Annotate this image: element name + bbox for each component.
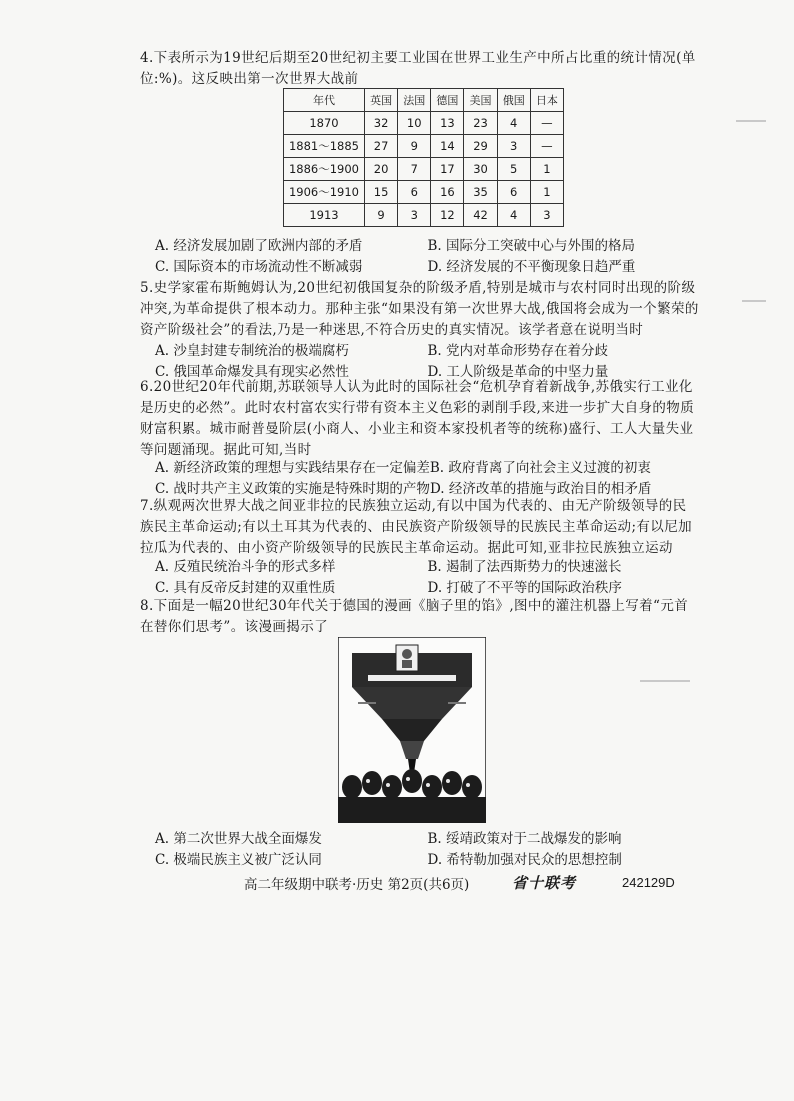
q8-option-a[interactable]: A. 第二次世界大战全面爆发 <box>155 831 322 847</box>
table-cell: 9 <box>398 135 431 158</box>
q7-stem: 7.纵观两次世界大战之间亚非拉的民族独立运动,有以中国为代表的、由无产阶级领导的民族民主革命运动;有以土耳其为代表的、由民族资产阶级领导的民族民主革命运动;有以尼加拉瓜为代表的、由小资产阶级领导的民族民主革命运动。据此可知,亚非拉民族独立运动 <box>140 498 692 556</box>
q5-option-d[interactable]: D. 工人阶级是革命的中坚力量 <box>427 364 609 380</box>
q7-option-b[interactable]: B. 遏制了法西斯势力的快速滋长 <box>427 559 622 575</box>
table-cell: 1 <box>530 181 563 204</box>
q6-option-d[interactable]: D. 经济改革的措施与政治目的相矛盾 <box>429 481 652 497</box>
table-cell: 1913 <box>284 204 365 227</box>
table-cell: 1 <box>530 158 563 181</box>
q4-option-b[interactable]: B. 国际分工突破中心与外围的格局 <box>427 238 636 254</box>
table-cell: 17 <box>431 158 464 181</box>
q6-option-b[interactable]: B. 政府背离了向社会主义过渡的初衷 <box>429 460 651 476</box>
table-row <box>284 112 564 135</box>
table-row <box>284 135 564 158</box>
table-header-cell: 英国 <box>365 89 398 112</box>
brand-logo: 省十联考 <box>512 874 577 892</box>
table-cell: 7 <box>398 158 431 181</box>
table-cell: 27 <box>365 135 398 158</box>
q5-option-c[interactable]: C. 俄国革命爆发具有现实必然性 <box>155 364 349 380</box>
table-header-row <box>284 89 564 112</box>
q7-options <box>155 557 700 599</box>
table-cell: 20 <box>365 158 398 181</box>
table-cell: 1881～1885 <box>284 135 365 158</box>
table-cell: — <box>530 112 563 135</box>
table-cell: 4 <box>497 112 530 135</box>
table-cell: 30 <box>464 158 497 181</box>
q6-option-a[interactable]: A. 新经济政策的理想与实践结果存在一定偏差 <box>155 460 430 476</box>
table-cell: 32 <box>365 112 398 135</box>
q5-option-a[interactable]: A. 沙皇封建专制统治的极端腐朽 <box>155 343 349 359</box>
table-cell: 12 <box>431 204 464 227</box>
table-cell: 9 <box>365 204 398 227</box>
scan-speck <box>736 120 766 122</box>
table-cell: 6 <box>398 181 431 204</box>
table-cell: 16 <box>431 181 464 204</box>
table-row <box>284 181 564 204</box>
table-header-cell: 美国 <box>464 89 497 112</box>
q5-stem: 5.史学家霍布斯鲍姆认为,20世纪初俄国复杂的阶级矛盾,特别是城市与农村同时出现的阶级冲突,为革命提供了根本动力。那种主张“如果没有第一次世界大战,俄国将会成为一个繁荣的资产阶级社会”的看法,乃是一种迷思,不符合历史的真实情况。该学者意在说明当时 <box>140 280 699 338</box>
q8-option-c[interactable]: C. 极端民族主义被广泛认同 <box>155 852 322 868</box>
q8-option-d[interactable]: D. 希特勒加强对民众的思想控制 <box>427 852 622 868</box>
q7-option-d[interactable]: D. 打破了不平等的国际政治秩序 <box>427 580 622 596</box>
table-cell: 1870 <box>284 112 365 135</box>
q4-option-c[interactable]: C. 国际资本的市场流动性不断减弱 <box>155 259 363 275</box>
scan-speck <box>742 300 766 302</box>
table-cell: 3 <box>530 204 563 227</box>
table-cell: 29 <box>464 135 497 158</box>
q5-option-b[interactable]: B. 党内对革命形势存在着分歧 <box>427 343 609 359</box>
table-cell: 5 <box>497 158 530 181</box>
table-header-cell: 年代 <box>284 89 365 112</box>
q4-stem: 4.下表所示为19世纪后期至20世纪初主要工业国在世界工业生产中所占比重的统计情况(单位:%)。这反映出第一次世界大战前 <box>140 50 696 87</box>
table-cell: 1906～1910 <box>284 181 365 204</box>
q8-stem: 8.下面是一幅20世纪30年代关于德国的漫画《脑子里的馅》,图中的灌注机器上写着“元首在替你们思考”。该漫画揭示了 <box>140 598 689 635</box>
table-row <box>284 158 564 181</box>
q4-statistics-table <box>283 88 564 227</box>
table-cell: 14 <box>431 135 464 158</box>
scan-speck <box>640 680 690 682</box>
cartoon-image <box>338 637 486 823</box>
table-cell: 42 <box>464 204 497 227</box>
table-cell: 13 <box>431 112 464 135</box>
q6-stem: 6.20世纪20年代前期,苏联领导人认为此时的国际社会“危机孕育着新战争,苏俄实行工业化是历史的必然”。此时农村富农实行带有资本主义色彩的剥削手段,来进一步扩大自身的物质财富积累。城市耐普曼阶层(小商人、小业主和资本家投机者等的统称)盛行、工人大量失业等问题涌现。据此可知,当时 <box>140 379 695 458</box>
table-cell: 3 <box>497 135 530 158</box>
table-cell: 3 <box>398 204 431 227</box>
q7-option-c[interactable]: C. 具有反帝反封建的双重性质 <box>155 580 336 596</box>
q8-option-b[interactable]: B. 绥靖政策对于二战爆发的影响 <box>427 831 622 847</box>
table-cell: 10 <box>398 112 431 135</box>
table-cell: 15 <box>365 181 398 204</box>
q6-options <box>155 458 700 500</box>
table-header-cell: 俄国 <box>497 89 530 112</box>
paper-code: 242129D <box>622 875 675 890</box>
q4-options <box>155 236 700 278</box>
exam-info: 高二年级期中联考·历史 第2页(共6页) <box>244 876 470 893</box>
q7-option-a[interactable]: A. 反殖民统治斗争的形式多样 <box>155 559 336 575</box>
table-cell: 4 <box>497 204 530 227</box>
q4-option-a[interactable]: A. 经济发展加剧了欧洲内部的矛盾 <box>155 238 363 254</box>
table-cell: 35 <box>464 181 497 204</box>
table-cell: 1886～1900 <box>284 158 365 181</box>
table-row <box>284 204 564 227</box>
q6-option-c[interactable]: C. 战时共产主义政策的实施是特殊时期的产物 <box>155 481 430 497</box>
q8-options <box>155 829 700 871</box>
table-header-cell: 德国 <box>431 89 464 112</box>
table-header-cell: 法国 <box>398 89 431 112</box>
table-cell: 23 <box>464 112 497 135</box>
page-footer <box>244 872 704 893</box>
q4-option-d[interactable]: D. 经济发展的不平衡现象日趋严重 <box>427 259 636 275</box>
table-cell: 6 <box>497 181 530 204</box>
table-cell: — <box>530 135 563 158</box>
table-header-cell: 日本 <box>530 89 563 112</box>
